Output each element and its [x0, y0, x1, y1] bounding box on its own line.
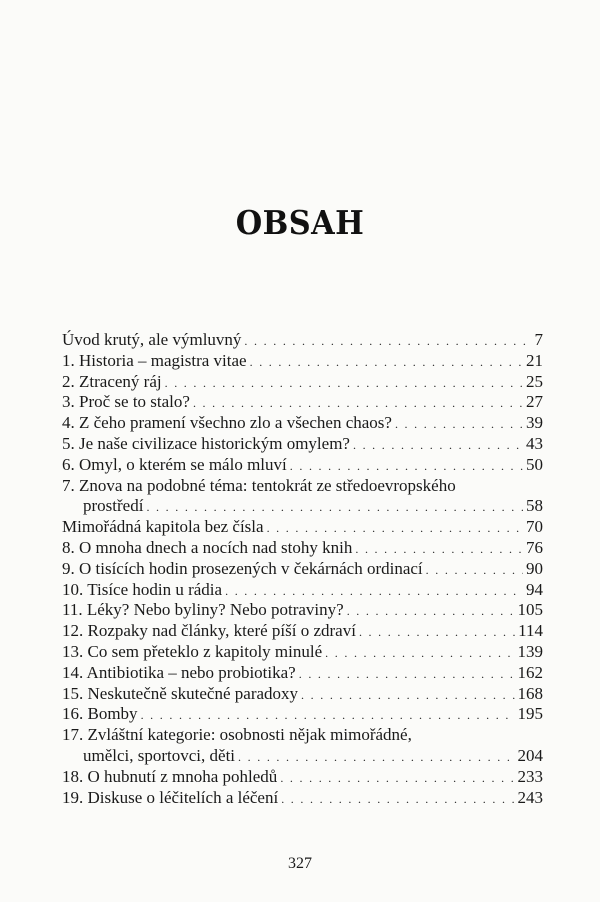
- toc-entry: [62, 351, 543, 372]
- toc-entry-page: 233: [517, 766, 543, 786]
- toc-entry-page: 25: [526, 371, 543, 391]
- dot-leader: [353, 435, 523, 456]
- toc-entry-title: 11. Léky? Nebo byliny? Nebo potraviny?: [62, 600, 344, 620]
- dot-leader: [250, 352, 523, 373]
- toc-entry-title: 13. Co sem přeteklo z kapitoly minulé: [62, 641, 323, 661]
- toc-entry-page: 70: [526, 517, 543, 537]
- dot-leader: [267, 518, 523, 539]
- dot-leader: [426, 560, 523, 581]
- dot-leader: [347, 601, 515, 622]
- toc-entry: [62, 476, 543, 518]
- toc-entry-title: 10. Tisíce hodin u rádia: [62, 579, 223, 599]
- toc-entry-title: 5. Je naše civilizace historickým omylem?: [62, 433, 350, 453]
- toc-entry-page: 114: [518, 621, 543, 641]
- toc-entry-title: 2. Ztracený ráj: [62, 371, 162, 391]
- toc-entry: [62, 663, 543, 684]
- toc-entry-title: Mimořádná kapitola bez čísla: [62, 517, 264, 537]
- dot-leader: [146, 497, 523, 518]
- dot-leader: [193, 393, 523, 414]
- dot-leader: [244, 331, 531, 352]
- toc-entry-title: 8. O mnoha dnech a nocích nad stohy knih: [62, 537, 353, 557]
- dot-leader: [325, 643, 514, 664]
- toc-entry-title: 18. O hubnutí z mnoha pohledů: [62, 766, 278, 786]
- toc-entry-page: 168: [517, 683, 543, 703]
- toc-entry-page: 105: [517, 600, 543, 620]
- toc-entry-page: 139: [517, 641, 543, 661]
- toc-entry: [62, 455, 543, 476]
- toc-entry-title: prostředí: [83, 496, 144, 516]
- toc-entry-page: 204: [517, 745, 543, 765]
- toc-entry: [62, 725, 543, 767]
- dot-leader: [290, 456, 523, 477]
- toc-entry: [62, 684, 543, 705]
- toc-entry-row: [62, 496, 543, 517]
- toc-entry-page: 90: [526, 558, 543, 578]
- dot-leader: [355, 539, 523, 560]
- toc-entry-page: 195: [517, 704, 543, 724]
- toc-entry-page: 43: [526, 433, 543, 453]
- dot-leader: [301, 685, 514, 706]
- toc-entry-page: 58: [526, 496, 543, 516]
- dot-leader: [225, 581, 523, 602]
- dot-leader: [395, 414, 523, 435]
- toc-entry: [62, 330, 543, 351]
- toc-entry-title: 4. Z čeho pramení všechno zlo a všechen chaos?: [62, 413, 392, 433]
- toc-entry-page: 94: [526, 579, 543, 599]
- page-title: OBSAH: [235, 203, 365, 242]
- dot-leader: [141, 705, 515, 726]
- table-of-contents: [62, 330, 543, 808]
- toc-entry: [62, 580, 543, 601]
- toc-entry-title: 1. Historia – magistra vitae: [62, 350, 247, 370]
- toc-entry: [62, 434, 543, 455]
- toc-entry-title: 19. Diskuse o léčitelích a léčení: [62, 787, 279, 807]
- toc-entry-title-line: 17. Zvláštní kategorie: osobnosti nějak mimořádné,: [62, 725, 412, 745]
- toc-entry-title-line: 7. Znova na podobné téma: tentokrát ze středoevropského: [62, 475, 456, 495]
- toc-entry-page: 27: [526, 392, 543, 412]
- dot-leader: [281, 789, 514, 810]
- toc-entry: [62, 413, 543, 434]
- toc-entry: [62, 392, 543, 413]
- toc-entry-title: 14. Antibiotika – nebo probiotika?: [62, 662, 296, 682]
- toc-entry-page: 39: [526, 413, 543, 433]
- page-number: 327: [288, 855, 312, 872]
- toc-entry-title: 16. Bomby: [62, 704, 138, 724]
- toc-entry-title: 9. O tisících hodin prosezených v čekárnách ordinací: [62, 558, 423, 578]
- toc-entry: [62, 767, 543, 788]
- toc-entry-page: 76: [526, 537, 543, 557]
- toc-entry-title: 3. Proč se to stalo?: [62, 392, 190, 412]
- toc-entry-title: 12. Rozpaky nad články, které píší o zdraví: [62, 621, 356, 641]
- toc-entry-title: 6. Omyl, o kterém se málo mluví: [62, 454, 287, 474]
- toc-entry: [62, 559, 543, 580]
- toc-entry: [62, 621, 543, 642]
- toc-entry-page: 243: [517, 787, 543, 807]
- toc-entry: [62, 517, 543, 538]
- toc-entry-title: umělci, sportovci, děti: [83, 745, 236, 765]
- toc-entry-page: 7: [534, 330, 543, 349]
- dot-leader: [280, 768, 514, 789]
- toc-entry: [62, 704, 543, 725]
- dot-leader: [165, 373, 523, 394]
- dot-leader: [299, 664, 515, 685]
- toc-entry-page: 21: [526, 350, 543, 370]
- toc-entry-title: 15. Neskutečně skutečné paradoxy: [62, 683, 299, 703]
- toc-entry: [62, 600, 543, 621]
- toc-entry-title: Úvod krutý, ale výmluvný: [62, 330, 242, 349]
- dot-leader: [238, 747, 514, 768]
- toc-entry: [62, 538, 543, 559]
- toc-entry-page: 50: [526, 454, 543, 474]
- toc-entry-row: [62, 746, 543, 767]
- toc-entry: [62, 372, 543, 393]
- dot-leader: [359, 622, 515, 643]
- toc-entry: [62, 788, 543, 809]
- toc-entry: [62, 642, 543, 663]
- toc-entry-page: 162: [517, 662, 543, 682]
